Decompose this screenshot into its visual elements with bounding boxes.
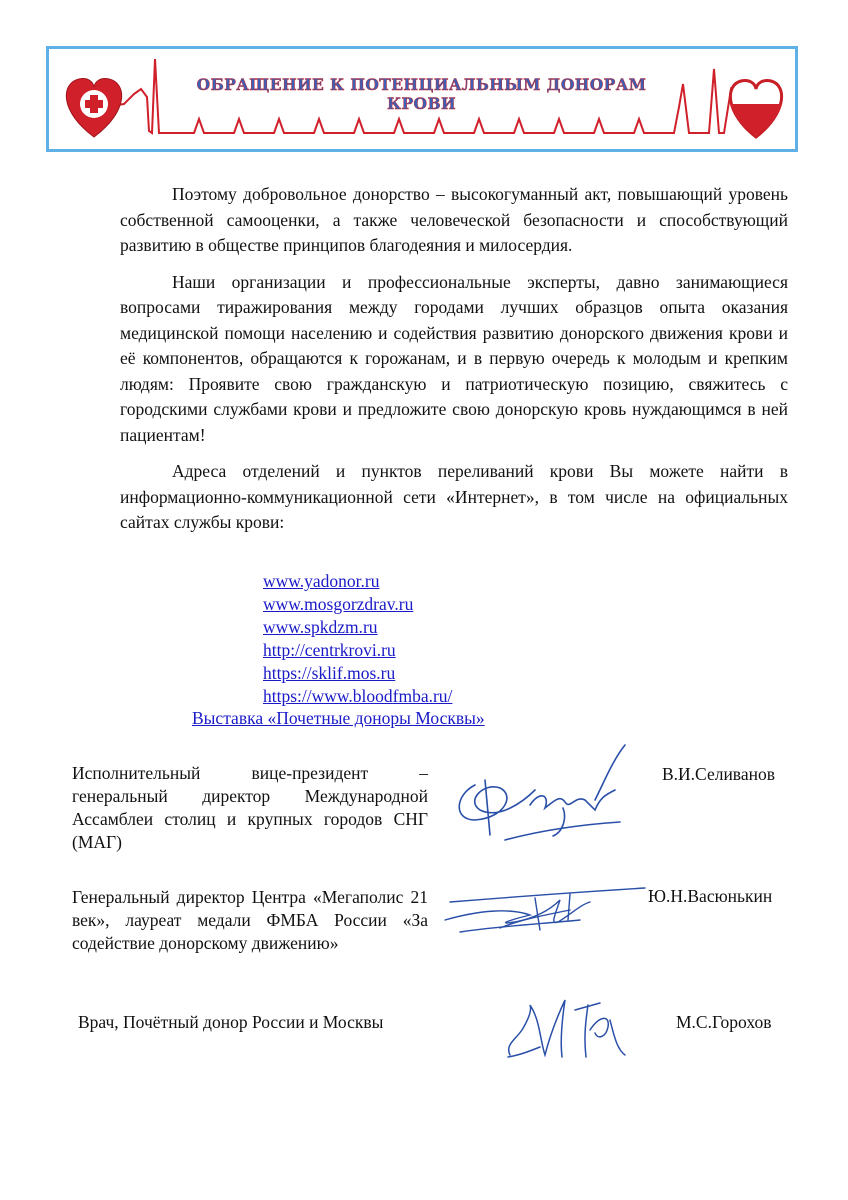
signatory-position: Исполнительный вице-президент – генеральный директор Международной Ассамблеи столиц и крупных городов СНГ (МАГ) [72, 763, 428, 852]
link-spkdzm[interactable]: www.spkdzm.ru [263, 617, 378, 637]
signature-image [500, 985, 640, 1065]
link-yadonor[interactable]: www.yadonor.ru [263, 571, 380, 591]
appeal-body [120, 182, 788, 547]
signatory-name: В.И.Селиванов [662, 764, 775, 784]
signature-image [440, 880, 650, 940]
link-centrkrovi[interactable]: http://centrkrovi.ru [263, 640, 396, 660]
exhibition-link[interactable]: Выставка «Почетные доноры Москвы» [192, 708, 485, 728]
blood-service-links [263, 570, 452, 708]
paragraph: Наши организации и профессиональные эксперты, давно занимающиеся вопросами тиражирования между городами лучших образцов опыта оказания медицинской помощи населению и содействия развитию донорского движения крови и её компонентов, обращаются к горожанам, и в первую очередь к молодым и крепким людям: Проявите свою гражданскую и патриотическую позицию, свяжитесь с городскими службами крови и предложите свою донорскую кровь нуждающимся в ней пациентам! [120, 271, 788, 445]
link-bloodfmba[interactable]: https://www.bloodfmba.ru/ [263, 686, 453, 706]
signatory-name: Ю.Н.Васюнькин [648, 886, 773, 906]
signatory-position: Врач, Почётный донор России и Москвы [78, 1012, 384, 1032]
header-banner [46, 46, 798, 152]
link-mosgorzdrav[interactable]: www.mosgorzdrav.ru [263, 594, 414, 614]
link-sklif[interactable]: https://sklif.mos.ru [263, 663, 396, 683]
paragraph: Поэтому добровольное донорство – высокогуманный акт, повышающий уровень собственной самооценки, а также человеческой безопасности и способствующий развитию в обществе принципов благодеяния и милосердия. [120, 184, 788, 255]
signatory-position: Генеральный директор Центра «Мегаполис 21 век», лауреат медали ФМБА России «За содействие донорскому движению» [72, 887, 428, 953]
paragraph: Адреса отделений и пунктов переливаний крови Вы можете найти в информационно-коммуникационной сети «Интернет», в том числе на официальных сайтах службы крови: [120, 461, 788, 532]
signature-image [445, 740, 645, 850]
heart-cross-icon [66, 78, 121, 137]
signatory-name: М.С.Горохов [676, 1012, 772, 1032]
banner-title: ОБРАЩЕНИЕ К ПОТЕНЦИАЛЬНЫМ ДОНОРАМ КРОВИ [196, 75, 647, 113]
blood-bag-heart-icon [730, 80, 782, 137]
